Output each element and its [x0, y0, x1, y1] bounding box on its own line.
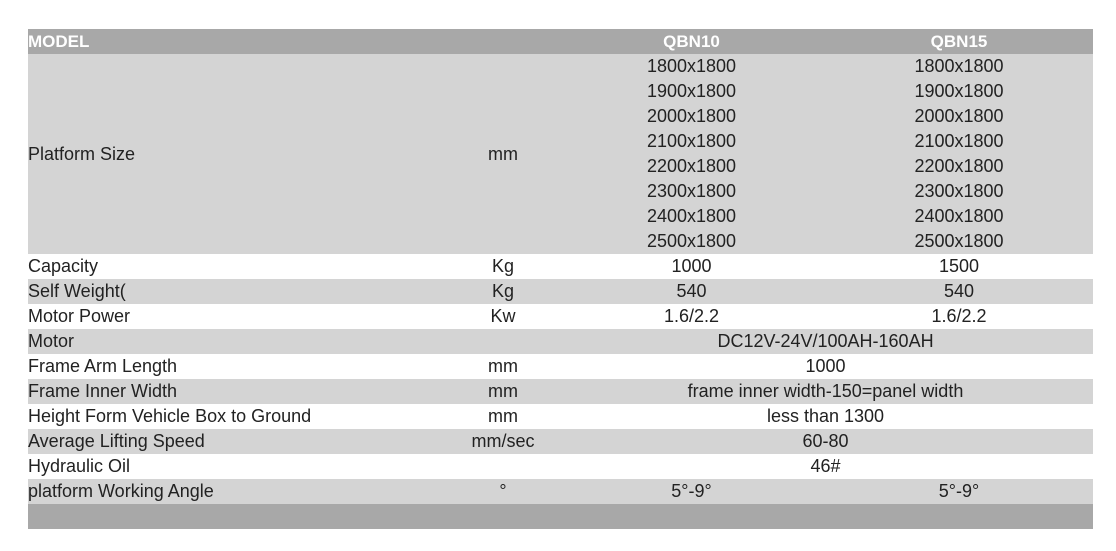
spec-row [28, 279, 1093, 304]
row-value-a: 1.6/2.2 [558, 304, 825, 329]
row-unit [448, 454, 558, 479]
spec-row [28, 429, 1093, 454]
model-b-header: QBN15 [825, 29, 1093, 54]
size-value: 2300x1800 [646, 181, 737, 201]
model-header: MODEL [28, 29, 558, 54]
row-unit: mm [448, 404, 558, 429]
row-label: platform Working Angle [28, 479, 448, 504]
size-value: 2100x1800 [914, 131, 1004, 151]
row-value-shared: 60-80 [558, 429, 1093, 454]
size-value: 2400x1800 [914, 206, 1004, 226]
row-value-shared: less than 1300 [558, 404, 1093, 429]
row-unit: mm [448, 354, 558, 379]
row-value-shared: 1000 [558, 354, 1093, 379]
size-value: 2400x1800 [646, 206, 737, 226]
row-value-shared: 46# [558, 454, 1093, 479]
row-unit: mm/sec [448, 429, 558, 454]
spec-row [28, 454, 1093, 479]
model-a-header: QBN10 [558, 29, 825, 54]
specification-table [28, 29, 1093, 529]
row-value-b: 1500 [825, 254, 1093, 279]
row-label: Motor [28, 329, 448, 354]
row-label: Motor Power [28, 304, 448, 329]
row-value-a: 1000 [558, 254, 825, 279]
size-value: 2200x1800 [646, 156, 737, 176]
platform-sizes-a [558, 54, 825, 254]
size-value: 1800x1800 [646, 56, 737, 76]
row-unit: Kw [448, 304, 558, 329]
platform-sizes-b [825, 54, 1093, 254]
row-label: Frame Arm Length [28, 354, 448, 379]
row-unit: mm [448, 54, 558, 254]
size-value: 2300x1800 [914, 181, 1004, 201]
row-value-shared: DC12V-24V/100AH-160AH [558, 329, 1093, 354]
size-value: 2200x1800 [914, 156, 1004, 176]
footer-bar [28, 504, 1093, 529]
row-label: Average Lifting Speed [28, 429, 448, 454]
row-unit [448, 329, 558, 354]
spec-row [28, 404, 1093, 429]
size-value: 1900x1800 [646, 81, 737, 101]
row-unit: ° [448, 479, 558, 504]
size-value: 2500x1800 [646, 231, 737, 251]
row-label: Platform Size [28, 54, 448, 254]
footer-cell [28, 504, 1093, 529]
row-unit: Kg [448, 279, 558, 304]
size-value: 2100x1800 [646, 131, 737, 151]
size-value: 2500x1800 [914, 231, 1004, 251]
size-value: 1900x1800 [914, 81, 1004, 101]
row-label: Height Form Vehicle Box to Ground [28, 404, 448, 429]
row-value-b: 540 [825, 279, 1093, 304]
spec-row [28, 254, 1093, 279]
row-value-b: 1.6/2.2 [825, 304, 1093, 329]
spec-row [28, 329, 1093, 354]
size-value: 1800x1800 [914, 56, 1004, 76]
spec-row [28, 479, 1093, 504]
row-unit: Kg [448, 254, 558, 279]
platform-size-row [28, 54, 1093, 254]
size-value: 2000x1800 [914, 106, 1004, 126]
row-value-b: 5°-9° [825, 479, 1093, 504]
size-value: 2000x1800 [646, 106, 737, 126]
spec-row [28, 304, 1093, 329]
row-value-a: 5°-9° [558, 479, 825, 504]
row-unit: mm [448, 379, 558, 404]
row-label: Capacity [28, 254, 448, 279]
row-label: Hydraulic Oil [28, 454, 448, 479]
spec-row [28, 354, 1093, 379]
row-value-a: 540 [558, 279, 825, 304]
spec-row [28, 379, 1093, 404]
row-label: Self Weight( [28, 279, 448, 304]
row-label: Frame Inner Width [28, 379, 448, 404]
row-value-shared: frame inner width-150=panel width [558, 379, 1093, 404]
header-row [28, 29, 1093, 54]
